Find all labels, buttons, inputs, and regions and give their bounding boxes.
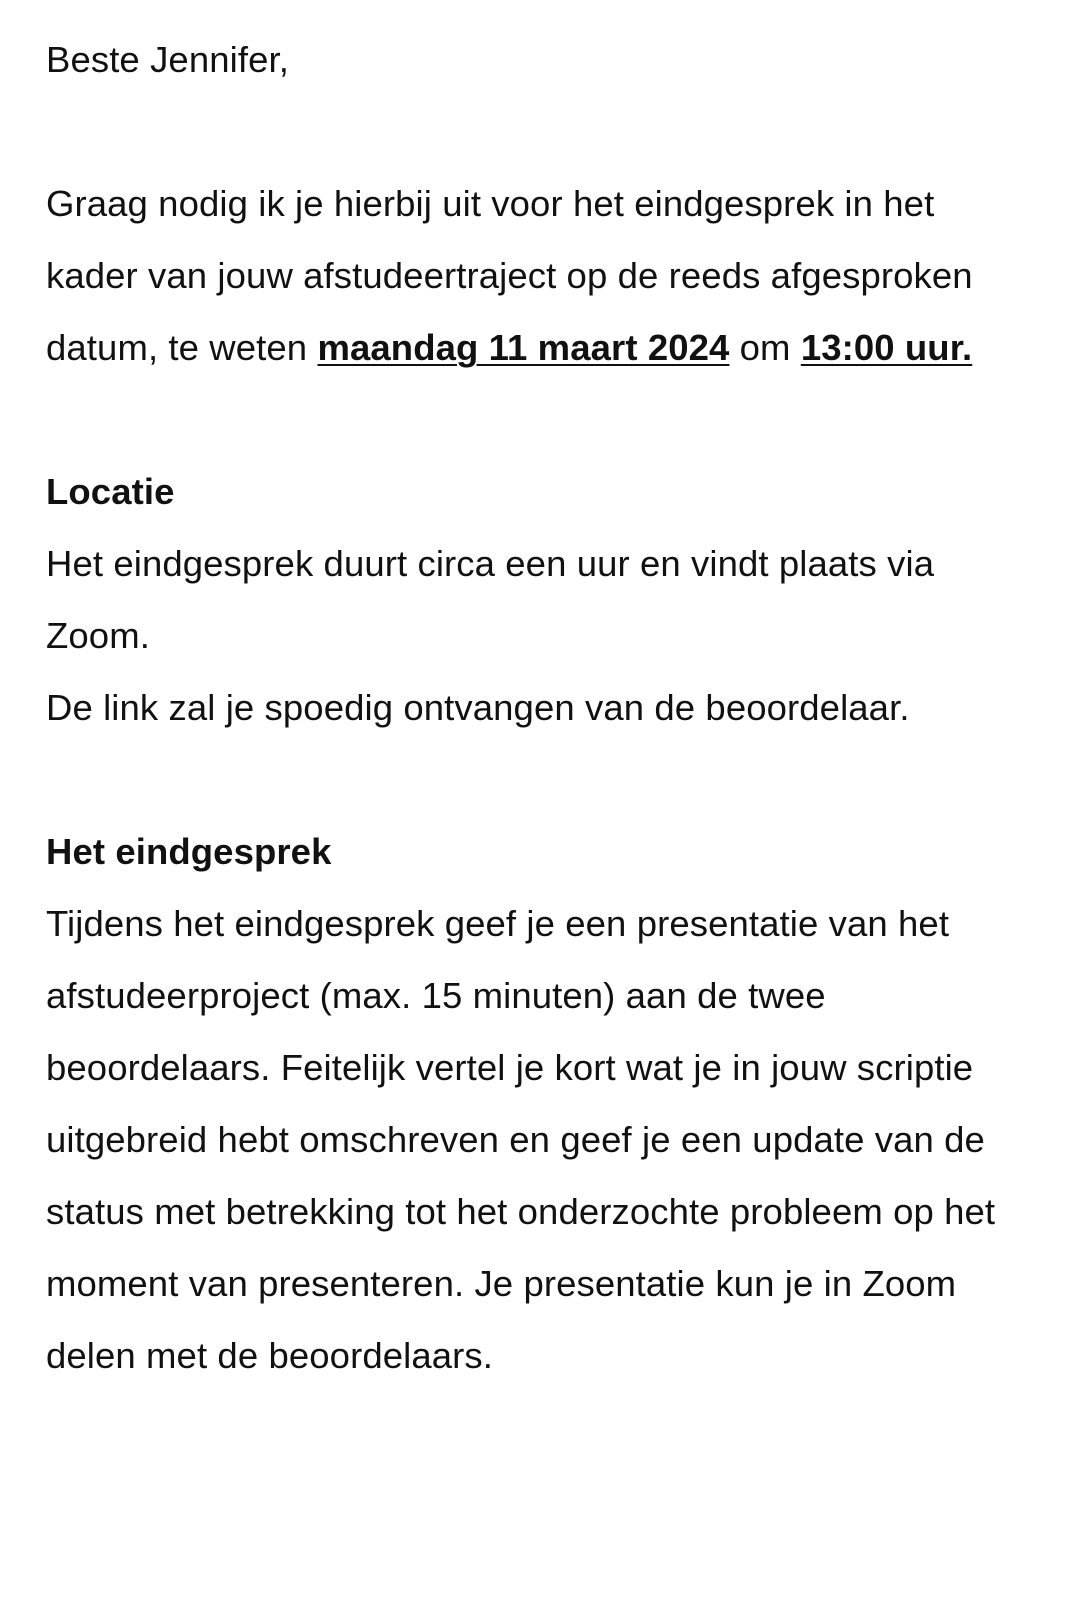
location-section (46, 456, 1037, 744)
interview-paragraph: Tijdens het eindgesprek geef je een presentatie van het afstudeerproject (max. 15 minuten) aan de twee beoordelaars. Feitelijk vertel je kort wat je in jouw scriptie uitgebreid hebt omschreven en geef je een update van de status met betrekking tot het onderzochte probleem op het moment van presenteren. Je presentatie kun je in Zoom delen met de beoordelaars. (46, 903, 996, 1376)
meeting-date: maandag 11 maart 2024 (317, 327, 730, 368)
location-line-2: De link zal je spoedig ontvangen van de beoordelaar. (46, 687, 910, 728)
greeting: Beste Jennifer, (46, 39, 289, 80)
intro-text-2: om (729, 327, 801, 368)
location-line-1: Het eindgesprek duurt circa een uur en vindt plaats via Zoom. (46, 543, 935, 656)
interview-section (46, 816, 1037, 1392)
interview-heading: Het eindgesprek (46, 831, 332, 872)
meeting-time: 13:00 uur. (800, 327, 973, 368)
location-heading: Locatie (46, 471, 175, 512)
intro-paragraph (46, 168, 1036, 384)
intro-text-1: Graag nodig ik je hierbij uit voor het eindgesprek in het kader van jouw afstudeertraject op de reeds afgesproken datum, te weten (46, 183, 973, 368)
